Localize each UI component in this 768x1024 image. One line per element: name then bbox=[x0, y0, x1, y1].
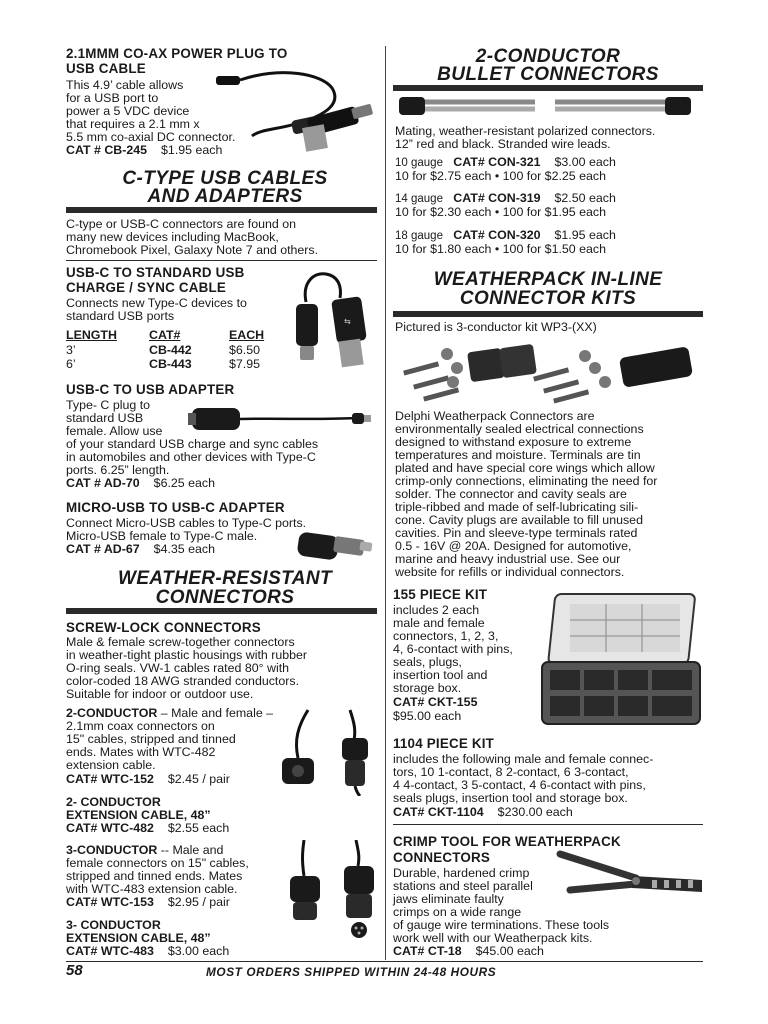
crimp-tool-image bbox=[556, 850, 706, 912]
bullet-connector-image bbox=[395, 94, 703, 120]
ctype-intro-3: Chromebook Pixel, Galaxy Note 7 and others. bbox=[66, 243, 319, 257]
bullet-item3-line bbox=[395, 229, 616, 243]
bullet-item3-gauge: 18 gauge bbox=[395, 230, 443, 242]
screwlock-desc-3: O-ring seals. VW-1 cables rated 80° with bbox=[66, 661, 290, 675]
bullet-item1-gauge: 10 gauge bbox=[395, 157, 443, 169]
crimp-title-line2: CONNECTORS bbox=[393, 850, 490, 865]
wtc482-price: $2.55 each bbox=[167, 821, 230, 835]
kit1104-title: 1104 PIECE KIT bbox=[393, 736, 495, 751]
crimp-desc-5: of gauge wire terminations. These tools bbox=[393, 918, 610, 932]
crimp-desc-6: work well with our Weatherpack kits. bbox=[393, 931, 593, 945]
wp-desc-8: triple-ribbed and made of self-lubricating sili- bbox=[395, 500, 639, 514]
kit1104-price: $230.00 each bbox=[497, 805, 573, 819]
wtc152-cat-line bbox=[66, 773, 230, 786]
wtc153-title: 3-CONDUCTOR bbox=[66, 843, 158, 857]
footer-tagline: MOST ORDERS SHIPPED WITHIN 24-48 HOURS bbox=[206, 965, 497, 979]
adapter-desc-6: ports. 6.25” length. bbox=[66, 463, 170, 477]
kit155-desc-4: 4, 6-contact with pins, bbox=[393, 642, 513, 656]
weather-heading-line1: WEATHER-RESISTANT bbox=[117, 568, 333, 589]
wtc152-desc-4: extension cable. bbox=[66, 758, 156, 772]
wp-desc-3: designed to withstand exposure to extreme bbox=[395, 435, 632, 449]
adapter-title: USB-C TO USB ADAPTER bbox=[66, 382, 235, 397]
kit155-desc-1: includes 2 each bbox=[393, 603, 480, 617]
column-divider bbox=[385, 46, 386, 960]
sync-row1-each: $6.50 bbox=[229, 343, 261, 357]
kit155-desc-6: insertion tool and bbox=[393, 668, 488, 682]
cb245-desc-5: 5.5 mm co-axial DC connector. bbox=[66, 130, 236, 144]
footer-rule bbox=[66, 961, 703, 962]
wtc152-price: $2.45 / pair bbox=[167, 772, 230, 786]
wp-heading-rule bbox=[393, 311, 703, 317]
kit155-title: 155 PIECE KIT bbox=[393, 587, 488, 602]
ctype-intro-2: many new devices including MacBook, bbox=[66, 230, 279, 244]
adapter-desc-4: of your standard USB charge and sync cables bbox=[66, 437, 319, 451]
weather-heading-rule bbox=[66, 608, 377, 614]
wp-desc-13: website for refills or individual connectors. bbox=[395, 565, 625, 579]
micro-usbc-adapter-image bbox=[294, 526, 378, 566]
bullet-item2-price: $2.50 each bbox=[554, 191, 616, 205]
screwlock-desc-2: in weather-tight plastic housings with rubber bbox=[66, 648, 308, 662]
wtc483-price: $3.00 each bbox=[167, 944, 230, 958]
wp-desc-5: plated and have special core wings which allow bbox=[395, 461, 655, 475]
adapter-desc-2: standard USB bbox=[66, 411, 144, 425]
adapter-desc-1: Type- C plug to bbox=[66, 398, 151, 412]
bullet-heading-line1: 2-CONDUCTOR bbox=[475, 46, 621, 67]
crimp-cat: CAT# CT-18 bbox=[393, 944, 462, 958]
bullet-item3-price: $1.95 each bbox=[554, 228, 616, 242]
screwlock-desc-5: Suitable for indoor or outdoor use. bbox=[66, 687, 254, 701]
kit1104-cat-line bbox=[393, 806, 573, 819]
wp-desc-6: crimp-only connections, eliminating the need for bbox=[395, 474, 658, 488]
wp-heading-line1: WEATHERPACK IN-LINE bbox=[433, 269, 663, 290]
sync-title-line2: CHARGE / SYNC CABLE bbox=[66, 280, 227, 295]
bullet-item1-line bbox=[395, 156, 616, 170]
kit155-cat: CAT# CKT-155 bbox=[393, 695, 478, 709]
micro-title: MICRO-USB TO USB-C ADAPTER bbox=[66, 500, 285, 515]
adapter-desc-5: in automobiles and other devices with Type-C bbox=[66, 450, 316, 464]
wtc483-cat: CAT# WTC-483 bbox=[66, 944, 154, 958]
svg-text:⇆: ⇆ bbox=[344, 317, 351, 326]
micro-cat: CAT # AD-67 bbox=[66, 542, 140, 556]
sync-desc-1: Connects new Type-C devices to bbox=[66, 296, 247, 310]
wtc152-title-rest: – Male and female – bbox=[157, 706, 274, 720]
kit1104-cat: CAT# CKT-1104 bbox=[393, 805, 484, 819]
sync-row2-each: $7.95 bbox=[229, 357, 261, 371]
screwlock-desc-4: color-coded 18 AWG stranded conductors. bbox=[66, 674, 300, 688]
cb245-cat: CAT # CB-245 bbox=[66, 143, 148, 157]
cb245-desc-2: for a USB port to bbox=[66, 91, 159, 105]
kit1104-desc-1: includes the following male and female connec- bbox=[393, 752, 654, 766]
sync-row2-cat: CB-443 bbox=[149, 357, 192, 371]
wp-desc-4: temperatures and moisture. Terminals are tin bbox=[395, 448, 641, 462]
micro-price: $4.35 each bbox=[153, 542, 215, 556]
micro-desc-1: Connect Micro-USB cables to Type-C ports. bbox=[66, 516, 307, 530]
screwlock-desc-1: Male & female screw-together connectors bbox=[66, 635, 295, 649]
page-number: 58 bbox=[66, 962, 83, 979]
wtc152-desc-1: 2.1mm coax connectors on bbox=[66, 719, 215, 733]
sync-row1-length: 3’ bbox=[66, 343, 76, 357]
wtc152-desc-3: ends. Mates with WTC-482 bbox=[66, 745, 216, 759]
screwlock-title: SCREW-LOCK CONNECTORS bbox=[66, 620, 261, 635]
crimp-price: $45.00 each bbox=[475, 944, 544, 958]
wtc153-title-rest: -- Male and bbox=[157, 843, 224, 857]
coax-usb-cable-image bbox=[212, 66, 382, 158]
2-conductor-connector-image bbox=[272, 706, 380, 796]
bullet-item2-cat: CAT# CON-319 bbox=[453, 191, 541, 205]
wtc153-desc-2: stripped and tinned ends. Mates bbox=[66, 869, 243, 883]
ctype-heading-line2: AND ADAPTERS bbox=[147, 186, 303, 207]
wtc153-desc-3: with WTC-483 extension cable. bbox=[66, 882, 238, 896]
wp-pictured: Pictured is 3-conductor kit WP3-(XX) bbox=[395, 320, 597, 334]
bullet-item1-cat: CAT# CON-321 bbox=[453, 155, 541, 169]
sync-row2-length: 6’ bbox=[66, 357, 76, 371]
kit155-desc-7: storage box. bbox=[393, 681, 462, 695]
storage-box-image bbox=[536, 588, 706, 730]
wtc483-title-line1: 3- CONDUCTOR bbox=[66, 918, 161, 932]
wp-desc-9: cone. Cavity plugs are available to fill unused bbox=[395, 513, 643, 527]
ctype-intro-rule bbox=[66, 260, 377, 261]
usbc-usb-adapter-image bbox=[188, 402, 378, 438]
wtc152-title: 2-CONDUCTOR bbox=[66, 706, 158, 720]
sync-col-cat: CAT# bbox=[149, 328, 181, 342]
wp-desc-7: solder. The connector and cavity seals are bbox=[395, 487, 627, 501]
adapter-price: $6.25 each bbox=[153, 476, 215, 490]
wtc483-cat-line bbox=[66, 945, 229, 958]
ctype-heading-line1: C-TYPE USB CABLES bbox=[122, 168, 328, 189]
sync-col-length: LENGTH bbox=[66, 328, 117, 342]
wp-desc-11: 0.5 - 16V @ 20A. Designed for automotive, bbox=[395, 539, 632, 553]
adapter-cat: CAT # AD-70 bbox=[66, 476, 140, 490]
crimp-title-line1: CRIMP TOOL FOR WEATHERPACK bbox=[393, 834, 621, 849]
crimp-cat-line bbox=[393, 945, 544, 958]
ctype-heading-rule bbox=[66, 207, 377, 213]
bullet-item2-bulk: 10 for $2.30 each • 100 for $1.95 each bbox=[395, 205, 607, 219]
wtc152-desc-2: 15" cables, stripped and tinned bbox=[66, 732, 236, 746]
cb245-price: $1.95 each bbox=[161, 143, 223, 157]
bullet-item2-line bbox=[395, 192, 616, 206]
bullet-item1-bulk: 10 for $2.75 each • 100 for $2.25 each bbox=[395, 169, 607, 183]
cb245-desc-1: This 4.9’ cable allows bbox=[66, 78, 184, 92]
kit155-desc-2: male and female bbox=[393, 616, 485, 630]
bullet-item3-bulk: 10 for $1.80 each • 100 for $1.50 each bbox=[395, 242, 607, 256]
3-conductor-connector-image bbox=[286, 840, 382, 940]
adapter-cat-line bbox=[66, 477, 215, 490]
weatherpack-kit-image bbox=[395, 338, 703, 406]
crimp-desc-3: jaws eliminate faulty bbox=[393, 892, 504, 906]
kit155-desc-5: seals, plugs, bbox=[393, 655, 462, 669]
sync-row1-cat: CB-442 bbox=[149, 343, 192, 357]
wtc482-title-line2: EXTENSION CABLE, 48” bbox=[66, 808, 211, 822]
usbc-sync-cable-image bbox=[292, 268, 384, 376]
bullet-item3-cat: CAT# CON-320 bbox=[453, 228, 541, 242]
wtc482-cat-line bbox=[66, 822, 229, 835]
bullet-desc-2: 12” red and black. Stranded wire leads. bbox=[395, 137, 611, 151]
weather-heading-line2: CONNECTORS bbox=[155, 587, 295, 608]
bullet-desc-1: Mating, weather-resistant polarized connectors. bbox=[395, 124, 656, 138]
bullet-item1-price: $3.00 each bbox=[554, 155, 616, 169]
kit1104-desc-4: seals plugs, insertion tool and storage box. bbox=[393, 791, 628, 805]
cb245-desc-3: power a 5 VDC device bbox=[66, 104, 190, 118]
adapter-desc-3: female. Allow use bbox=[66, 424, 163, 438]
wtc153-price: $2.95 / pair bbox=[167, 895, 230, 909]
wtc483-title-line2: EXTENSION CABLE, 48” bbox=[66, 931, 211, 945]
wtc482-title-line1: 2- CONDUCTOR bbox=[66, 795, 161, 809]
crimp-desc-1: Durable, hardened crimp bbox=[393, 866, 530, 880]
crimp-desc-2: stations and steel parallel bbox=[393, 879, 533, 893]
cb245-cat-line bbox=[66, 144, 222, 157]
micro-desc-2: Micro-USB female to Type-C male. bbox=[66, 529, 258, 543]
sync-title-line1: USB-C TO STANDARD USB bbox=[66, 265, 245, 280]
sync-desc-2: standard USB ports bbox=[66, 309, 175, 323]
micro-cat-line bbox=[66, 543, 215, 556]
kit1104-desc-3: 4 4-contact, 3 5-contact, 4 6-contact with pins, bbox=[393, 778, 646, 792]
wp-heading-line2: CONNECTOR KITS bbox=[459, 288, 637, 309]
wp-desc-10: cavities. Pin and sleeve-type terminals rated bbox=[395, 526, 638, 540]
wtc152-cat: CAT# WTC-152 bbox=[66, 772, 154, 786]
wtc153-cat: CAT# WTC-153 bbox=[66, 895, 154, 909]
kit1104-desc-2: tors, 10 1-contact, 8 2-contact, 6 3-contact, bbox=[393, 765, 629, 779]
kit155-desc-3: connectors, 1, 2, 3, bbox=[393, 629, 499, 643]
cb245-title-line1: 2.1MMM CO-AX POWER PLUG TO bbox=[66, 46, 288, 61]
crimp-desc-4: crimps on a wide range bbox=[393, 905, 522, 919]
kit155-price: $95.00 each bbox=[393, 709, 462, 723]
cb245-desc-4: that requires a 2.1 mm x bbox=[66, 117, 200, 131]
cb245-title-line2: USB CABLE bbox=[66, 61, 146, 76]
wtc153-desc-1: female connectors on 15" cables, bbox=[66, 856, 249, 870]
wp-desc-1: Delphi Weatherpack Connectors are bbox=[395, 409, 595, 423]
sync-col-each: EACH bbox=[229, 328, 265, 342]
ctype-intro-1: C-type or USB-C connectors are found on bbox=[66, 217, 297, 231]
wp-desc-12: marine and heavy industrial use. See our bbox=[395, 552, 621, 566]
bullet-item2-gauge: 14 gauge bbox=[395, 193, 443, 205]
wtc153-cat-line bbox=[66, 896, 230, 909]
bullet-heading-line2: BULLET CONNECTORS bbox=[437, 64, 659, 85]
bullet-heading-rule bbox=[393, 85, 703, 91]
kit1104-rule bbox=[393, 824, 703, 825]
wp-desc-2: environmentally sealed electrical connections bbox=[395, 422, 644, 436]
wtc482-cat: CAT# WTC-482 bbox=[66, 821, 154, 835]
